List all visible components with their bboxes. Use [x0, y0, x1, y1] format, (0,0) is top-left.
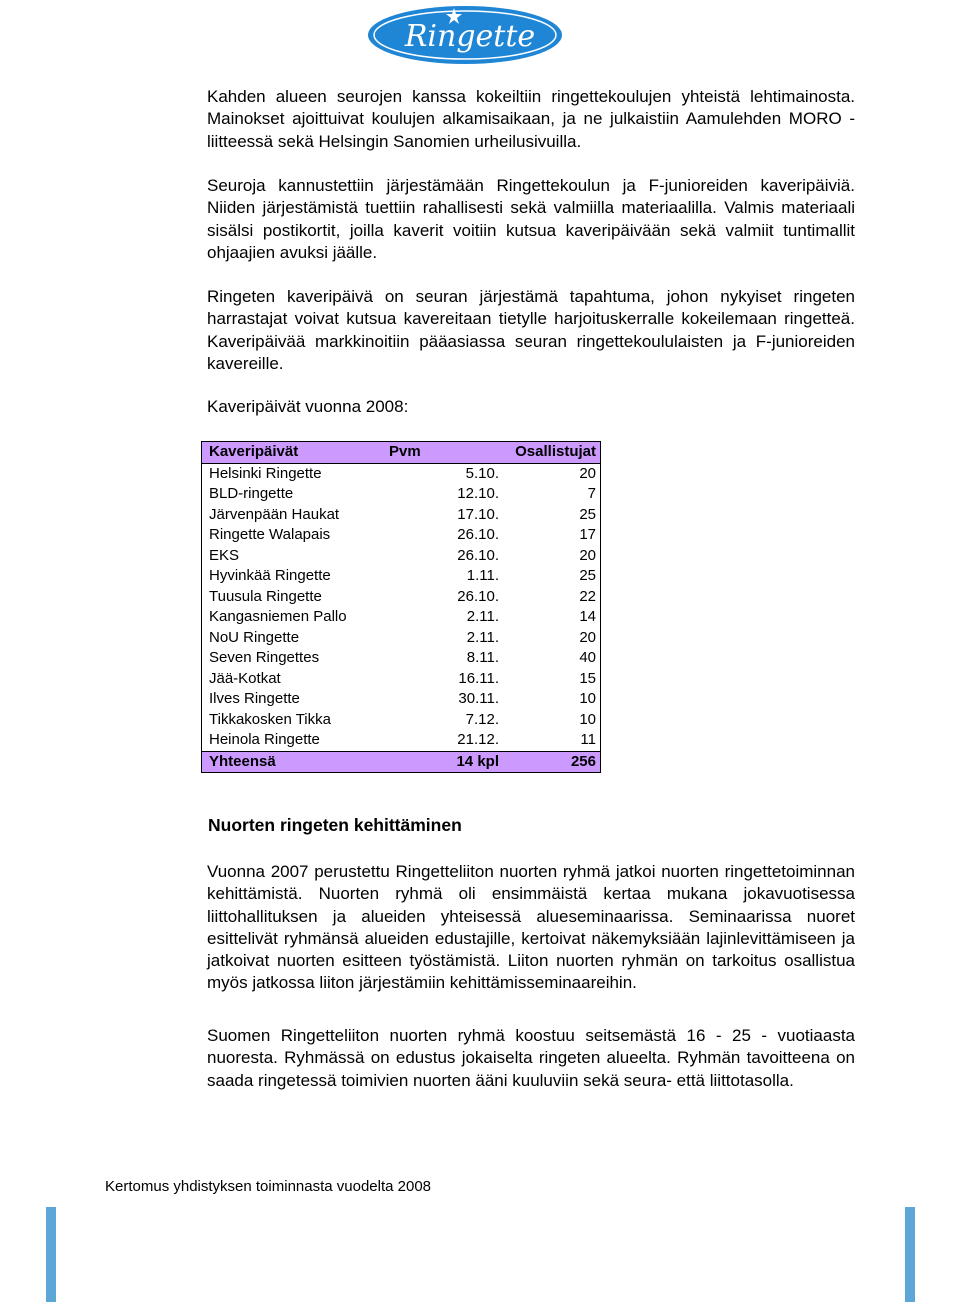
header-cell-date: Pvm: [379, 442, 503, 464]
cell-date: 12.10.: [457, 485, 499, 502]
ringette-logo: [366, 2, 564, 66]
cell-club: Ilves Ringette: [202, 689, 380, 710]
cell-participants: 25: [503, 505, 601, 526]
cell-date: 5.10.: [465, 464, 499, 482]
table-caption: Kaveripäivät vuonna 2008:: [207, 397, 409, 416]
table-row: [202, 463, 601, 484]
table-total-row: [202, 751, 601, 773]
cell-participants: 17: [503, 525, 601, 546]
cell-date: 8.11.: [466, 649, 499, 666]
cell-participants: 25: [503, 566, 601, 587]
cell-club: BLD-ringette: [202, 484, 380, 505]
table-row: [202, 669, 601, 690]
cell-club: Seven Ringettes: [202, 648, 380, 669]
table-row: [202, 484, 601, 505]
paragraph-friend-day-definition: Ringeten kaveripäivä on seuran järjestämä tapahtuma, johon nykyiset ringeten harrastajat voivat kutsua kavereitaan tietylle harjoituskerralle kokeilemaan ringetteä. Kaveripäivää markkinoitiin pääasiassa seuran ringettekoululaisten ja F-junioreiden kavereille.: [207, 287, 855, 373]
table-row: [202, 710, 601, 731]
paragraph-youth-group-composition: Suomen Ringetteliiton nuorten ryhmä koostuu seitsemästä 16 - 25 - vuotiaasta nuoresta. Ryhmässä on edustus jokaiselta ringeten alueelta. Ryhmän tavoitteena on saada ringetessä toimivien nuorten ääni kuuluviin sekä seura- että liittotasolla.: [207, 1026, 855, 1090]
friend-days-table: [201, 441, 601, 773]
paragraph-youth-group: Vuonna 2007 perustettu Ringetteliiton nuorten ryhmä jatkoi nuorten ringettetoiminnan kehittämistä. Nuorten ryhmä oli ensimmäistä kertaa mukana jokavuotisessa liittohallituksen ja alueiden yhteisessä alueseminaarissa. Seminaarissa nuoret esittelivät ryhmänsä alueiden edustajille, kertoivat näkemyksiään lajinlevittämiseen ja jatkoivat nuorten esitteen työstämistä. Liiton nuorten ryhmän on tarkoitus osallistua myös jatkossa liiton järjestämiin kehittämisseminaareihin.: [207, 862, 855, 993]
total-participants: 256: [503, 751, 601, 773]
paragraph-friend-days: Seuroja kannustettiin järjestämään Ringettekoulun ja F-junioreiden kaveripäiviä. Niiden järjestämistä tuettiin rahallisesti sekä valmiilla materiaalilla. Valmis materiaali sisälsi postikortit, joilla kaverit voitiin kutsua kaveripäivään sekä valmiit tuntimallit ohjaajien avuksi jäälle.: [207, 176, 855, 262]
page-footer: Kertomus yhdistyksen toiminnasta vuodelta 2008: [105, 1178, 432, 1195]
cell-participants: 7: [503, 484, 601, 505]
cell-club: Kangasniemen Pallo: [202, 607, 380, 628]
table-row: [202, 730, 601, 751]
cell-participants: 20: [503, 546, 601, 567]
cell-participants: 20: [503, 463, 601, 484]
paragraph-advertising: Kahden alueen seurojen kanssa kokeiltiin ringettekoulujen yhteistä lehtimainosta. Mainokset ajoittuivat koulujen alkamisaikaan, ja ne julkaistiin Aamulehden MORO -liitteessä sekä Helsingin Sanomien urheilusivuilla.: [207, 87, 855, 151]
cell-date: 1.11.: [466, 567, 499, 584]
cell-club: Jää-Kotkat: [202, 669, 380, 690]
cell-participants: 40: [503, 648, 601, 669]
table-row: [202, 505, 601, 526]
cell-date: 2.11.: [466, 608, 499, 625]
cell-club: Ringette Walapais: [202, 525, 380, 546]
section-heading: Nuorten ringeten kehittäminen: [208, 815, 462, 835]
cell-club: Helsinki Ringette: [202, 463, 380, 484]
table-header-row: [202, 442, 601, 464]
cell-club: Tuusula Ringette: [202, 587, 380, 608]
cell-club: NoU Ringette: [202, 628, 380, 649]
cell-date: 26.10.: [457, 546, 499, 564]
table-row: [202, 566, 601, 587]
cell-club: Järvenpään Haukat: [202, 505, 380, 526]
cell-date: 16.11.: [458, 669, 499, 687]
cell-club: Heinola Ringette: [202, 730, 380, 751]
cell-date: 21.12.: [457, 731, 499, 748]
cell-date: 30.11.: [458, 690, 499, 707]
total-label: Yhteensä: [202, 751, 380, 773]
cell-club: Hyvinkää Ringette: [202, 566, 380, 587]
cell-date: 2.11.: [466, 628, 499, 646]
cell-club: Tikkakosken Tikka: [202, 710, 380, 731]
cell-date: 17.10.: [457, 505, 499, 523]
cell-participants: 10: [503, 689, 601, 710]
left-decorative-bar: [46, 1207, 56, 1302]
table-row: [202, 628, 601, 649]
total-count: 14 kpl: [379, 751, 503, 773]
cell-participants: 11: [503, 730, 601, 751]
table-row: [202, 587, 601, 608]
table-row: [202, 525, 601, 546]
cell-participants: 14: [503, 607, 601, 628]
cell-date: 26.10.: [457, 526, 499, 543]
cell-date: 7.12.: [465, 710, 499, 728]
cell-participants: 15: [503, 669, 601, 690]
cell-date: 26.10.: [457, 587, 499, 605]
cell-participants: 22: [503, 587, 601, 608]
cell-participants: 10: [503, 710, 601, 731]
logo-text: Ringette: [404, 19, 536, 54]
header-cell-club: Kaveripäivät: [202, 442, 380, 464]
table-row: [202, 648, 601, 669]
table-row: [202, 689, 601, 710]
table-row: [202, 546, 601, 567]
cell-participants: 20: [503, 628, 601, 649]
cell-club: EKS: [202, 546, 380, 567]
table-row: [202, 607, 601, 628]
header-cell-participants: Osallistujat: [503, 442, 601, 464]
right-decorative-bar: [905, 1207, 915, 1302]
